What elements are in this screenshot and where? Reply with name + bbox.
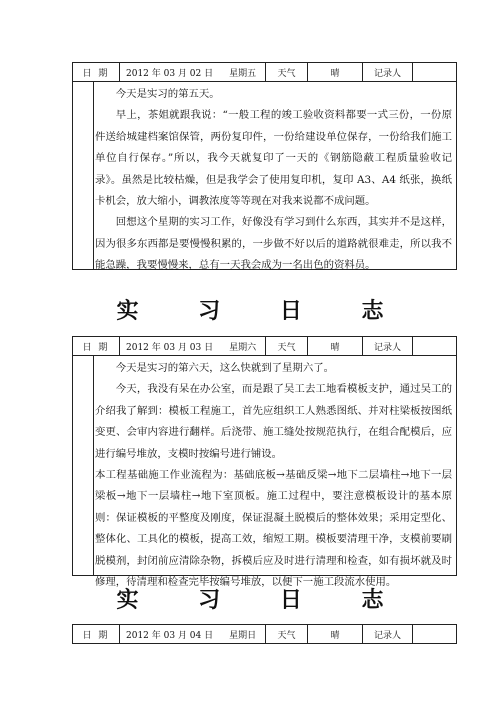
date-value: 2012 年 03 月 03 日	[126, 342, 214, 353]
weekday-value: 星期六	[229, 342, 257, 353]
weekday-value: 星期五	[229, 68, 257, 79]
recorder-label: 记录人	[363, 625, 413, 643]
date-cell	[120, 625, 266, 643]
log-header-row	[72, 336, 457, 356]
weather-label: 天气	[266, 63, 308, 81]
margin-column	[73, 82, 94, 269]
date-label: 日 期	[73, 337, 120, 355]
recorder-value	[413, 337, 456, 355]
paragraph: 今天是实习的第五天。	[115, 88, 220, 100]
log-body	[72, 82, 457, 270]
weather-value: 晴	[308, 63, 363, 81]
date-cell	[120, 63, 266, 81]
weather-label: 天气	[266, 625, 308, 643]
date-label: 日 期	[73, 625, 120, 643]
recorder-label: 记录人	[363, 337, 413, 355]
log-content	[95, 358, 452, 593]
date-label: 日 期	[73, 63, 120, 81]
weather-label: 天气	[266, 337, 308, 355]
paragraph: 今天，我没有呆在办公室，而是跟了吴工去工地看模板支护，通过吴工的介绍我了解到：模板工程施工，首先应组织工人熟悉图纸、并对柱梁板按图纸变更、会审内容进行翻样。后浇带、施工缝处按规范执行，在组合配模后，应进行编号堆放，支模时按编号进行铺设。	[95, 383, 452, 460]
log-header-row	[72, 624, 457, 644]
page-title: 实 习 日 志	[116, 588, 410, 613]
log-header-row	[72, 62, 457, 82]
date-value: 2012 年 03 月 02 日	[126, 68, 214, 79]
date-cell	[120, 337, 266, 355]
margin-column	[73, 356, 94, 575]
log-content	[95, 84, 452, 277]
paragraph: 回想这个星期的实习工作，好像没有学习到什么东西，其实并不是这样，因为很多东西都是要慢慢积累的，一步做不好以后的道路就很难走，所以我不能急躁，我要慢慢来，总有一天我会成为一名出色的资料员。	[95, 216, 452, 272]
paragraph: 今天是实习的第六天，这么快就到了星期六了。	[115, 362, 334, 374]
weather-value: 晴	[308, 337, 363, 355]
recorder-label: 记录人	[363, 63, 413, 81]
weekday-value: 星期日	[229, 630, 257, 641]
paragraph: 本工程基础施工作业流程为：基础底板→基础反梁→地下二层墙柱→地下一层梁板→地下一层墙柱→地下室顶板。施工过程中，要注意模板设计的基本原则：保证模板的平整度及刚度，保证混凝土脱模后的整体效果；采用定型化、整体化、工具化的模板，提高工效，缩短工期。模板要清理干净，支模前要刷脱模剂，封闭前应清除杂物，拆模后应及时进行清理和检查，如有损坏就及时修理，待清理和检查完毕按编号堆放，以便下一施工段流水使用。	[95, 469, 452, 589]
recorder-value	[413, 63, 456, 81]
paragraph: 早上，茶姐就跟我说：“一般工程的竣工验收资料都要一式三份，一份原件送给城建档案馆保管，两份复印件，一份给建设单位保存，一份给我们施工单位自行保存。”所以，我今天就复印了一天的《钢筋隐蔽工程质量验收记录》。虽然是比较枯燥，但是我学会了使用复印机，复印 A3、A4 纸张，换纸卡机会，放大缩小，调教浓度等等现在对我来说都不成问题。	[95, 109, 452, 208]
page-title: 实 习 日 志	[116, 299, 410, 324]
recorder-value	[413, 625, 456, 643]
date-value: 2012 年 03 月 04 日	[126, 630, 214, 641]
weather-value: 晴	[308, 625, 363, 643]
log-body	[72, 356, 457, 589]
